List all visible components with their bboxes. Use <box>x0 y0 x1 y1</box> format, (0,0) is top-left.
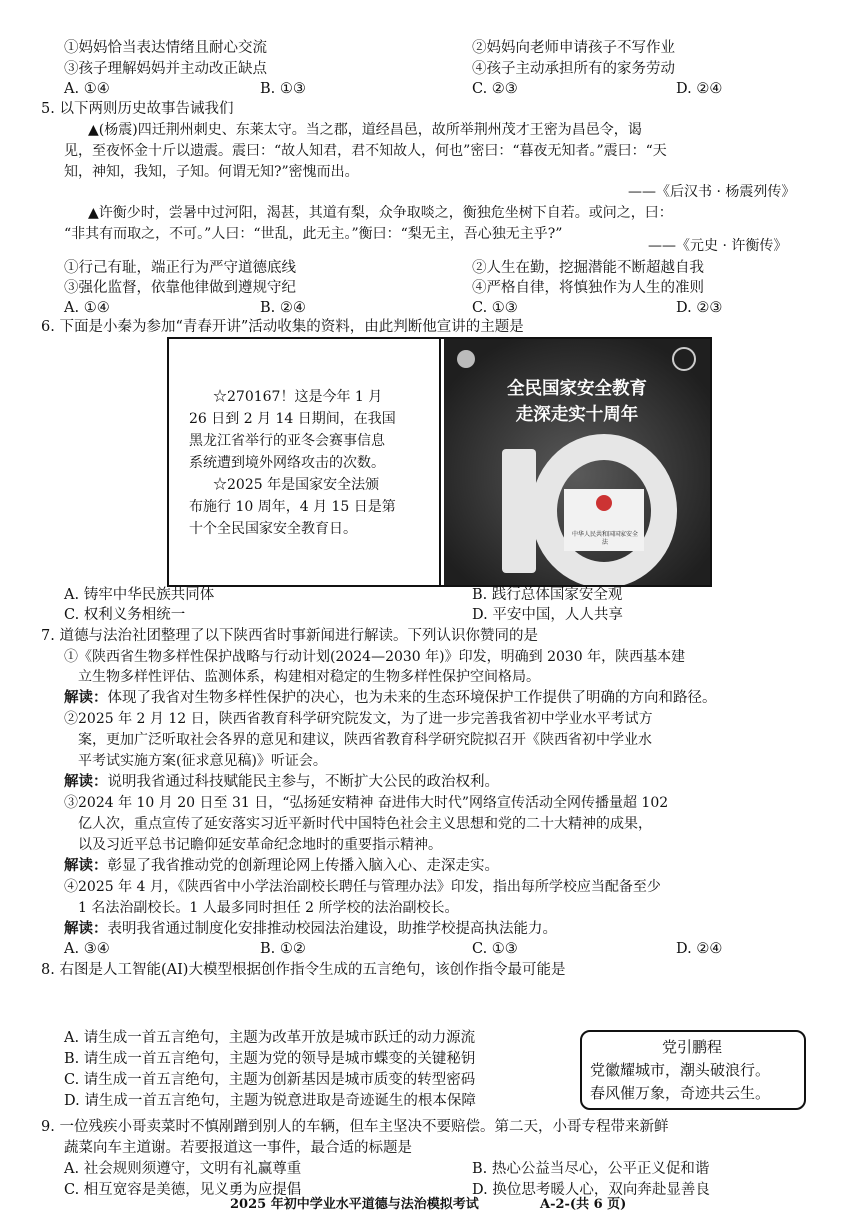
q7-news2-line3: 平考试实施方案(征求意见稿)》听证会。 <box>78 753 327 769</box>
q4-statement-4: ④孩子主动承担所有的家务劳动 <box>472 61 675 77</box>
q5-statement-2: ②人生在勤，挖掘潜能不断超越自我 <box>472 260 704 276</box>
q6-option-a: A. 铸牢中华民族共同体 <box>64 587 215 603</box>
footer-page-number: A-2-(共 6 页) <box>540 1197 627 1212</box>
reading-text: 体现了我省对生物多样性保护的决心，也为未来的生态环境保护工作提供了明确的方向和路径。 <box>107 690 717 706</box>
q8-option-b: B. 请生成一首五言绝句，主题为党的领导是城市蝶变的关键秘钥 <box>64 1051 476 1067</box>
poster-title-line2: 走深走实十周年 <box>515 405 639 425</box>
q5-statement-3: ③强化监督，依靠他律做到遵规守纪 <box>64 280 296 296</box>
numeral-one-shape <box>502 449 536 573</box>
q4-statement-3: ③孩子理解妈妈并主动改正缺点 <box>64 61 267 77</box>
reading-text: 彰显了我省推动党的创新理论网上传播入脑入心、走深走实。 <box>107 858 499 874</box>
q6-card-line: 布施行 10 周年，4 月 15 日是第 <box>189 499 396 515</box>
q9-stem-line1: 9. 一位残疾小哥卖菜时不慎剐蹭到别人的车辆，但车主坚决不要赔偿。第二天，小哥专程带来新鲜 <box>41 1119 669 1135</box>
reading-text: 说明我省通过科技赋能民主参与，不断扩大公民的政治权利。 <box>107 774 499 790</box>
q9-option-c: C. 相互宽容是美德，见义勇为应提倡 <box>64 1182 302 1198</box>
q5-stem: 5. 以下两则历史故事告诫我们 <box>41 101 234 117</box>
q6-card-line: 十个全民国家安全教育日。 <box>189 521 357 537</box>
q7-reading-3 <box>64 856 499 876</box>
q5-option-d: D. ②③ <box>676 300 723 316</box>
reading-text: 表明我省通过制度化安排推动校园法治建设，助推学校提高执法能力。 <box>107 921 557 937</box>
q5-option-a: A. ①④ <box>64 300 110 316</box>
q9-option-a: A. 社会规则须遵守，文明有礼赢尊重 <box>64 1161 302 1177</box>
q7-reading-4 <box>64 919 557 939</box>
q6-card-line: 26 日到 2 月 14 日期间，在我国 <box>189 411 396 427</box>
q6-poster <box>444 339 710 585</box>
footer-exam-title: 2025 年初中学业水平道德与法治模拟考试 <box>230 1197 479 1212</box>
q8-option-d: D. 请生成一首五言绝句，主题为锐意进取是奇迹诞生的根本保障 <box>64 1093 476 1109</box>
q7-news2-line1: ②2025 年 2 月 12 日，陕西省教育科学研究院发文，为了进一步完善我省初中学业水平考试方 <box>64 711 653 727</box>
q4-statement-2: ②妈妈向老师申请孩子不写作业 <box>472 40 675 56</box>
q5-source-2: ——《元史 · 许衡传》 <box>648 238 788 254</box>
q7-news4-line1: ④2025 年 4 月，《陕西省中小学法治副校长聘任与管理办法》印发，指出每所学校应当配备至少 <box>64 879 661 895</box>
poem-title: 党引鹏程 <box>662 1038 723 1056</box>
q4-option-b: B. ①③ <box>260 81 306 97</box>
q6-option-b: B. 践行总体国家安全观 <box>472 587 623 603</box>
poster-book-label: 中华人民共和国国家安全法 <box>571 531 638 546</box>
q8-stem: 8. 右图是人工智能(AI)大模型根据创作指令生成的五言绝句，该创作指令最可能是 <box>41 962 566 978</box>
q5-statement-4: ④严格自律，将慎独作为人生的准则 <box>472 280 704 296</box>
q4-option-c: C. ②③ <box>472 81 518 97</box>
q8-option-c: C. 请生成一首五言绝句，主题为创新基因是城市质变的转型密码 <box>64 1072 476 1088</box>
q6-info-card <box>169 339 441 585</box>
q7-reading-1 <box>64 688 717 708</box>
q7-news2-line2: 案，更加广泛听取社会各界的意见和建议，陕西省教育科学研究院拟召开《陕西省初中学业水 <box>78 732 652 748</box>
poster-title-line1: 全民国家安全教育 <box>507 379 647 399</box>
q5-story1-line3: 知，神知，我知，子知。何谓无知?”密愧而出。 <box>64 164 359 180</box>
reading-label: 解读： <box>64 773 108 790</box>
q7-stem: 7. 道德与法治社团整理了以下陕西省时事新闻进行解读。下列认识你赞同的是 <box>41 628 538 644</box>
q5-statement-1: ①行己有耻，端正行为严守道德底线 <box>64 260 296 276</box>
q6-card-line: 黑龙江省举行的亚冬会赛事信息 <box>189 433 385 449</box>
q7-news3-line1: ③2024 年 10 月 20 日至 31 日，“弘扬延安精神 奋进伟大时代”网络宣传活动全网传播量超 102 <box>64 795 669 811</box>
q7-news1-line2: 立生物多样性评估、监测体系，构建相对稳定的生物多样性保护空间格局。 <box>78 669 540 685</box>
q9-option-b: B. 热心公益当尽心，公平正义促和谐 <box>472 1161 710 1177</box>
q6-stem: 6. 下面是小秦为参加“青春开讲”活动收集的资料，由此判断他宣讲的主题是 <box>41 319 524 335</box>
poem-line-2: 春风催万象，奇迹共云生。 <box>590 1084 771 1102</box>
q7-news4-line2: 1 名法治副校长。1 人最多同时担任 2 所学校的法治副校长。 <box>78 900 459 916</box>
q6-card-line: 系统遭到境外网络攻击的次数。 <box>189 455 385 471</box>
q4-statement-1: ①妈妈恰当表达情绪且耐心交流 <box>64 40 267 56</box>
q8-option-a: A. 请生成一首五言绝句，主题为改革开放是城市跃迁的动力源流 <box>64 1030 476 1046</box>
q9-option-d: D. 换位思考暖人心，双向奔赴显善良 <box>472 1182 710 1198</box>
q5-option-c: C. ①③ <box>472 300 518 316</box>
q6-option-c: C. 权利义务相统一 <box>64 607 186 623</box>
q6-card-line: ☆2025 年是国家安全法颁 <box>213 477 380 493</box>
q5-story2-line2: “非其有而取之，不可。”人曰：“世乱，此无主。”衡曰：“梨无主，吾心独无主乎?” <box>64 226 563 242</box>
reading-label: 解读： <box>64 857 108 874</box>
reading-label: 解读： <box>64 689 108 706</box>
q7-news1-line1: ①《陕西省生物多样性保护战略与行动计划(2024—2030 年)》印发，明确到 2030 年，陕西基本建 <box>64 649 686 665</box>
q5-source-1: ——《后汉书 · 杨震列传》 <box>628 184 796 200</box>
q7-option-a: A. ③④ <box>64 941 110 957</box>
q7-option-d: D. ②④ <box>676 941 723 957</box>
national-emblem-icon <box>596 495 612 511</box>
q7-option-c: C. ①③ <box>472 941 518 957</box>
q8-poem-box <box>580 1030 806 1110</box>
q5-story2-line1: ▲许衡少时，尝暑中过河阳，渴甚，其道有梨，众争取啖之，衡独危坐树下自若。或问之，曰： <box>88 205 673 221</box>
reading-label: 解读： <box>64 920 108 937</box>
q7-news3-line3: 以及习近平总书记瞻仰延安革命纪念地时的重要指示精神。 <box>78 837 442 853</box>
poem-line-1: 党徽耀城市，潮头破浪行。 <box>590 1061 771 1079</box>
q5-story1-line2: 见，至夜怀金十斤以遗震。震曰：“故人知君，君不知故人，何也”密曰：“暮夜无知者。”震曰：“天 <box>64 143 667 159</box>
q5-option-b: B. ②④ <box>260 300 306 316</box>
q9-stem-line2: 蔬菜向车主道谢。若要报道这一事件，最合适的标题是 <box>64 1140 412 1156</box>
q6-card-line: ☆270167！这是今年 1 月 <box>213 389 383 405</box>
emblem-left-icon <box>457 350 475 368</box>
q7-news3-line2: 亿人次，重点宣传了延安落实习近平新时代中国特色社会主义思想和党的二十大精神的成果， <box>78 816 652 832</box>
q7-reading-2 <box>64 772 499 792</box>
q5-story1-line1: ▲(杨震)四迁荆州刺史、东莱太守。当之郡，道经昌邑，故所举荆州茂才王密为昌邑令，谒 <box>88 122 642 138</box>
q7-option-b: B. ①② <box>260 941 306 957</box>
q4-option-d: D. ②④ <box>676 81 723 97</box>
q4-option-a: A. ①④ <box>64 81 110 97</box>
q6-material-figure <box>167 337 712 587</box>
q6-option-d: D. 平安中国，人人共享 <box>472 607 623 623</box>
